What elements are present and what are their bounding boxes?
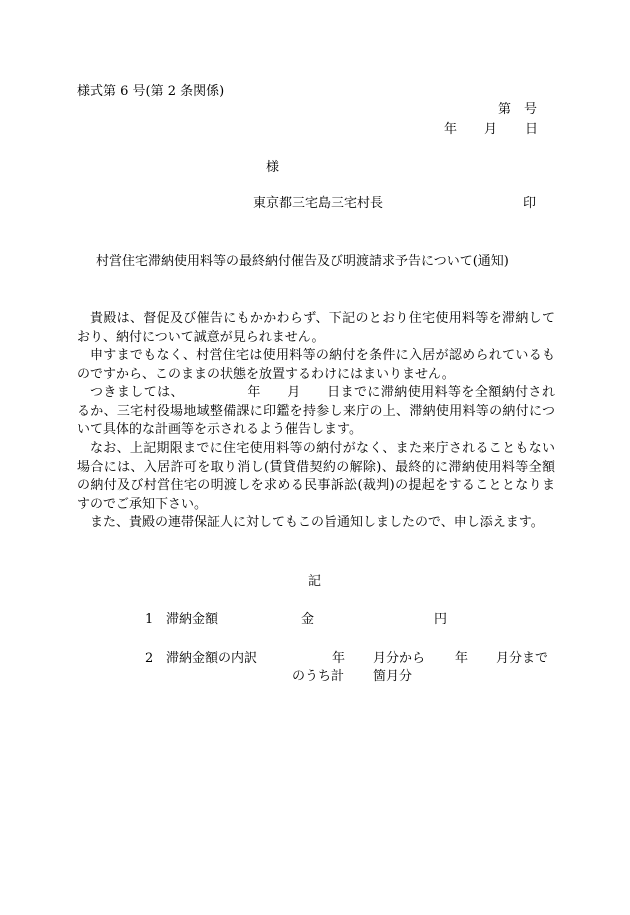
date-year: 年	[444, 122, 458, 137]
seal-mark: 印	[523, 196, 537, 211]
item-2-month-to: 月分まで	[496, 651, 549, 666]
paragraph-3	[77, 384, 555, 440]
item-2-year-from: 年	[332, 651, 346, 666]
item-1-number: 1	[145, 612, 154, 627]
doc-number-suffix: 号	[524, 102, 538, 117]
item-1-kin: 金	[301, 612, 315, 627]
paragraph-3-rest: 日までに滞納使用料等を全額納付されるか、三宅村役場地域整備課に印鑑を持参し来庁の上、滞納使用料等の納付について具体的な計画等を示されるよう催告します。	[77, 385, 555, 437]
item-2-months: 箇月分	[373, 669, 413, 684]
paragraph-5: また、貴殿の連帯保証人に対してもこの旨通知しましたので、申し添えます。	[90, 515, 544, 530]
deadline-month: 月	[286, 385, 301, 400]
item-2-number: 2	[145, 651, 154, 666]
item-1-yen: 円	[434, 612, 448, 627]
paragraph-3-lead: つきましては、	[90, 385, 184, 400]
item-2-month-from: 月分から	[373, 651, 426, 666]
paragraph-2: 申すまでもなく、村営住宅は使用料等の納付を条件に入居が認められているものですから、このままの状態を放置するわけにはまいりません。	[77, 348, 555, 382]
item-2-total: のうち計	[292, 669, 345, 684]
paragraph-4: なお、上記期限までに住宅使用料等の納付がなく、また来庁されることもない場合には、入居許可を取り消し(賃貸借契約の解除)、最終的に滞納使用料等全額の納付及び村営住宅の明渡しを求める民事訴訟(裁判)の提起をすることとなりますのでご承知下さい。	[77, 441, 555, 512]
item-2-year-to: 年	[455, 651, 469, 666]
item-1-label: 滞納金額	[166, 612, 219, 627]
date-day: 日	[525, 122, 539, 137]
ki-heading: 記	[308, 574, 322, 589]
doc-number-prefix: 第	[498, 102, 512, 117]
item-2-label: 滞納金額の内訳	[166, 651, 258, 666]
form-label: 様式第 6 号(第 2 条関係)	[77, 84, 225, 99]
date-month: 月	[484, 122, 498, 137]
paragraph-1: 貴殿は、督促及び催告にもかかわらず、下記のとおり住宅使用料等を滞納しており、納付について誠意が見られません。	[77, 311, 555, 345]
sender-name: 東京都三宅島三宅村長	[253, 196, 384, 211]
addressee-sama: 様	[266, 160, 280, 175]
deadline-year: 年	[247, 385, 261, 400]
document-title: 村営住宅滞納使用料等の最終納付催告及び明渡請求予告について(通知)	[96, 254, 509, 269]
